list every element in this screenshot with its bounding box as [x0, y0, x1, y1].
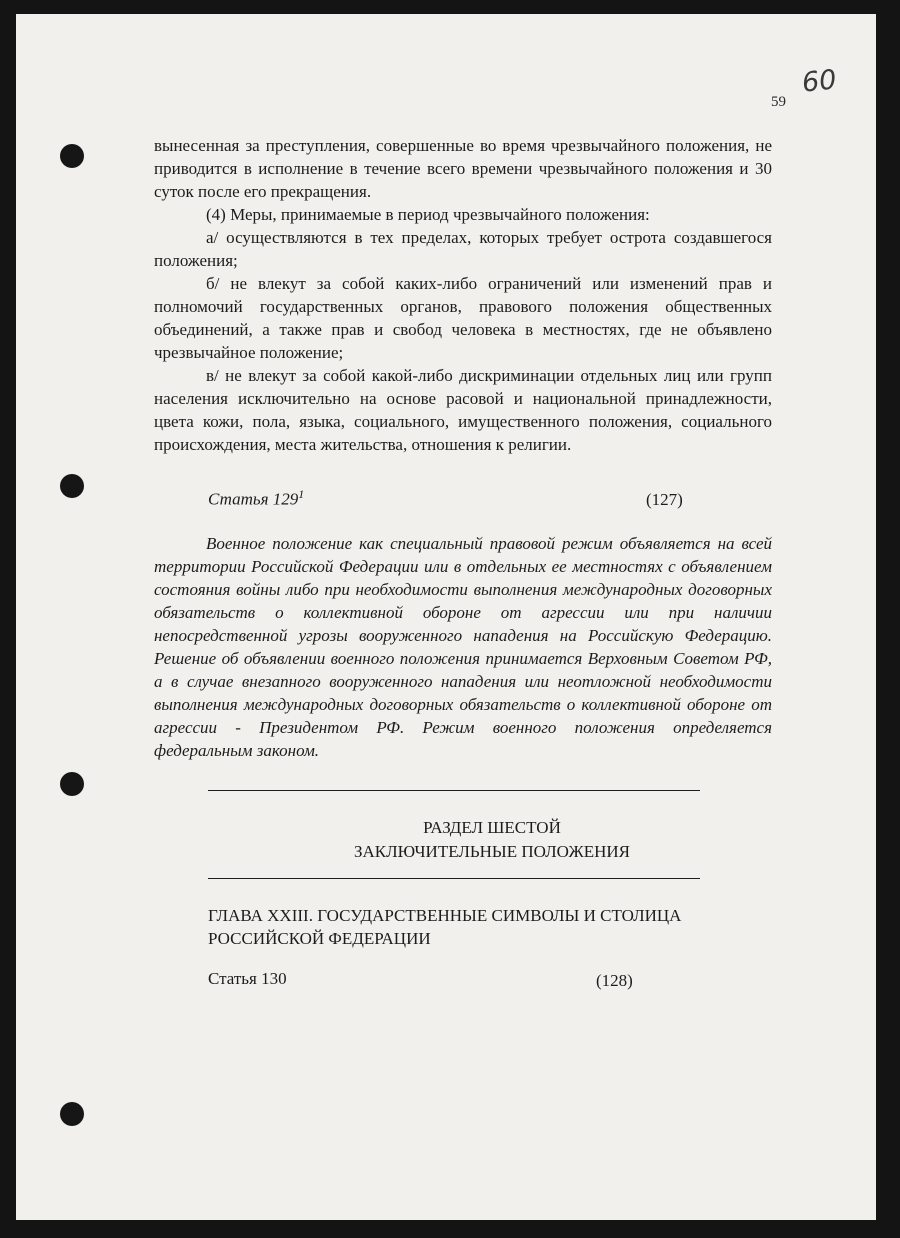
item-a: а/ осуществляются в тех пределах, которых требует острота создавшегося положения; — [154, 228, 772, 270]
article-128-continuation — [154, 134, 772, 456]
item-b: б/ не влекут за собой каких-либо ограничений или изменений прав и полномочий государственных органов, правового положения общественных объединений, а также прав и свобод человека в местностях, где не объявлено чрезвычайное положение; — [154, 274, 772, 362]
section-title-line-2: ЗАКЛЮЧИТЕЛЬНЫЕ ПОЛОЖЕНИЯ — [354, 842, 630, 861]
article-129-1-title — [208, 487, 304, 510]
article-129-1-ref-number: (127) — [646, 490, 683, 509]
article-130-ref-number: (128) — [596, 971, 633, 990]
article-129-1-text: Военное положение как специальный правовой режим объявляется на всей территории Российской Федерации или в отдельных ее местностях с объявлением состояния войны либо при необходимости выполнения международных договорных обязательств о коллективной обороне от агрессии или при наличии непосредственной угрозы вооруженного нападения на Российскую Федерацию. Решение об объявлении военного положения принимается Верховным Советом РФ, а в случае внезапного вооруженного нападения или неотложной необходимости выполнения международных договорных обязательств о коллективной обороне от агрессии - Президентом РФ. Режим военного положения определяется федеральным законом. — [154, 534, 772, 760]
punch-hole — [60, 1102, 84, 1126]
article-130-title: Статья 130 — [208, 969, 287, 988]
section-title-line-1: РАЗДЕЛ ШЕСТОЙ — [423, 818, 561, 837]
page-number: 59 — [771, 94, 786, 110]
paragraph-fragment: вынесенная за преступления, совершенные во время чрезвычайного положения, не приводится в исполнение в течение всего времени чрезвычайного положения и 30 суток после его прекращения. — [154, 136, 772, 201]
paper-sheet — [16, 14, 876, 1220]
item-v: в/ не влекут за собой какой-либо дискриминации отдельных лиц или групп населения исключительно на основе расовой и национальной принадлежности, цвета кожи, пола, языка, социального, имущественного положения, социального происхождения, места жительства, отношения к религии. — [154, 366, 772, 454]
clause-4: (4) Меры, принимаемые в период чрезвычайного положения: — [206, 205, 650, 224]
article-superscript: 1 — [298, 487, 305, 501]
handwritten-page-number: 60 — [800, 64, 838, 99]
chapter-title: ГЛАВА XXIII. ГОСУДАРСТВЕННЫЕ СИМВОЛЫ И СТОЛИЦА РОССИЙСКОЙ ФЕДЕРАЦИИ — [208, 906, 682, 948]
section-title — [208, 816, 776, 864]
section-rule-top — [208, 790, 700, 791]
article-129-1-body — [154, 532, 772, 762]
punch-hole — [60, 144, 84, 168]
article-title-text: Статья 129 — [208, 489, 299, 509]
punch-hole — [60, 772, 84, 796]
punch-hole — [60, 474, 84, 498]
section-rule-bottom — [208, 878, 700, 879]
